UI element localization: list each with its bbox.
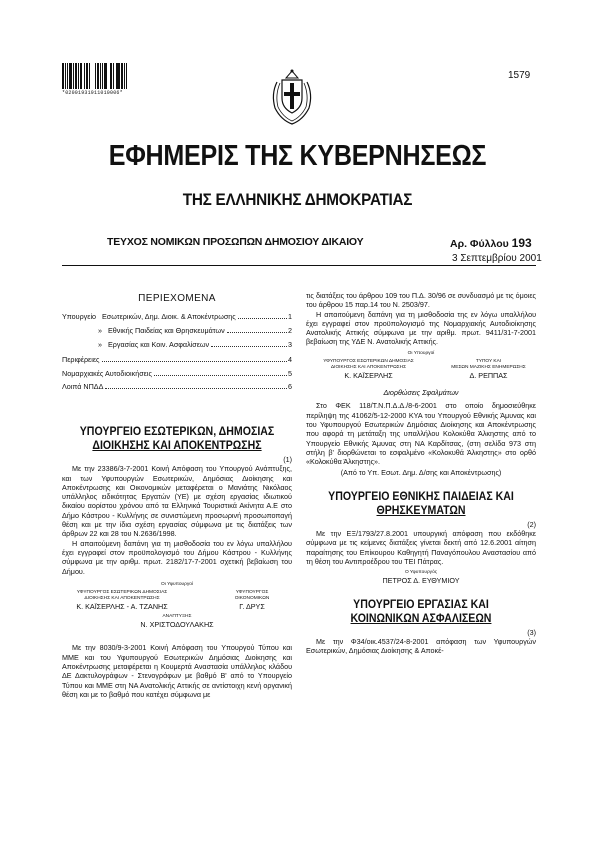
signature-role: ΔΙΟΙΚΗΣΗΣ ΚΑΙ ΑΠΟΚΕΝΤΡΩΣΗΣ	[84, 595, 160, 601]
signature-block	[306, 359, 431, 380]
toc-page: 3	[288, 340, 292, 349]
corrections-title: Διορθώσεις Σφαλμάτων	[383, 388, 459, 398]
toc-page: 5	[288, 369, 292, 378]
signature-role: ΥΦΥΠΟΥΡΓΟΣ ΕΣΩΤΕΡΙΚΩΝ ΔΗΜΟΣΙΑΣ	[76, 589, 168, 595]
toc-label: Λοιπά ΝΠΔΔ	[62, 382, 104, 391]
paragraph: Στο ΦΕΚ 118/Τ.Ν.Π.Δ.Δ./8-6-2001 στο οποίο δημοσιεύθηκε περίληψη της 41062/5-12-2000 ΚΥΑ του Υπουργού Εθνικής Άμυνας και του Υφυπουργού Εσωτερικών Δημόσιας Διοίκησης και Αποκέντρωσης που αφορά τη μετάταξη της υπαλλήλου Κολοκύθα Άλκηστης από το Υπουργείο Εθνικής Άμυνας στη ΝΑ Καρδίτσας, (στη σελίδα 973 στη στήλη β' διορθώνεται το εσφαλμένο «Κολοκυθά Άλκηστης» στο ορθό «Κολοκύθα Άλκηστης».	[306, 401, 536, 467]
right-column	[306, 291, 536, 655]
paragraph: Η απαιτούμενη δαπάνη για τη μισθοδοσία του εν λόγω υπαλλήλου έχει εγγραφεί στον προϋπολογισμό του Δήμου Κάστρου - Κυλλήνης σύμφωνα με την αριθμ. πρωτ. 2182/17-7-2001 σχετική βεβαίωση του Δήμου.	[62, 538, 292, 576]
toc-page: 4	[288, 355, 292, 364]
paragraph: Η απαιτούμενη δαπάνη για τη μισθοδοσία της εν λόγω υπαλλήλου έχει εγγραφεί στον προϋπολογισμό της Νομαρχιακής Αυτοδιοίκησης Ανατολικής Αττικής σύμφωνα με την αριθμ. πρωτ. 9411/31-7-2001 βεβαίωση της ΥΔΕ Ν. Ανατολικής Αττικής.	[306, 309, 536, 347]
section-heading-line: ΘΡΗΣΚΕΥΜΑΤΩΝ	[376, 504, 466, 517]
coat-of-arms-icon	[269, 68, 315, 126]
signature-block	[212, 590, 292, 611]
signature-role: ΟΙΚΟΝΟΜΙΚΩΝ	[234, 595, 270, 601]
signature-header: Ο Υφυπουργός	[404, 570, 438, 576]
signature-name: Ν. ΧΡΙΣΤΟΔΟΥΛΑΚΗΣ	[140, 620, 214, 630]
issue-date: 3 Σεπτεμβρίου 2001	[452, 253, 542, 264]
header-rule	[62, 265, 536, 266]
signature-name: ΠΕΤΡΟΣ Δ. ΕΥΘΥΜΙΟΥ	[382, 576, 460, 586]
toc-page: 1	[288, 312, 292, 321]
section-heading-line: ΥΠΟΥΡΓΕΙΟ ΕΡΓΑΣΙΑΣ ΚΑΙ	[353, 598, 489, 611]
signature-role: ΜΕΣΩΝ ΜΑΖΙΚΗΣ ΕΝΗΜΕΡΩΣΗΣ	[451, 364, 526, 370]
toc-row	[62, 369, 292, 378]
left-column	[62, 425, 292, 699]
paragraph: τις διατάξεις του άρθρου 109 του Π.Δ. 30/96 σε συνδυασμό με τις όμοιες του άρθρου 15 παρ.14 του Ν. 2503/97.	[306, 291, 536, 310]
toc-prefix: »	[98, 326, 102, 335]
toc-row	[62, 355, 292, 364]
toc-page: 2	[288, 326, 292, 335]
toc-label: Περιφέρειες	[62, 355, 100, 364]
signature-role: ΥΦΥΠΟΥΡΓΟΣ ΕΣΩΤΕΡΙΚΩΝ ΔΗΜΟΣΙΑΣ	[323, 358, 414, 364]
section-heading-line: ΥΠΟΥΡΓΕΙΟ ΕΘΝΙΚΗΣ ΠΑΙΔΕΙΑΣ ΚΑΙ	[328, 490, 514, 503]
signature-role: ΔΙΟΙΚΗΣΗΣ ΚΑΙ ΑΠΟΚΕΝΤΡΩΣΗΣ	[330, 364, 407, 370]
toc-label: Εσωτερικών, Δημ. Διοικ. & Αποκέντρωσης	[102, 312, 236, 321]
toc-prefix: »	[98, 340, 102, 349]
signature-header: Οι Υπουργοί	[407, 350, 435, 356]
toc-title: ΠΕΡΙΕΧΟΜΕΝΑ	[138, 293, 216, 304]
signature-block	[62, 590, 182, 611]
toc-page: 6	[288, 382, 292, 391]
barcode-number: *02001931911010006*	[62, 90, 123, 96]
corrections-source: (Από το Υπ. Εσωτ. Δημ. Δ/σης και Αποκέντρωσης)	[340, 468, 502, 478]
signature-name: Δ. ΡΕΠΠΑΣ	[469, 370, 508, 380]
toc-label: Εθνικής Παιδείας και Θρησκευμάτων	[108, 326, 225, 335]
signature-row	[62, 590, 292, 611]
sheet-label: Αρ. Φύλλου	[450, 238, 509, 250]
section-heading-line: ΔΙΟΙΚΗΣΗΣ ΚΑΙ ΑΠΟΚΕΝΤΡΩΣΗΣ	[92, 440, 262, 452]
toc-label: Εργασίας και Κοιν. Ασφαλίσεων	[108, 340, 210, 349]
signature-role: ΑΝΑΠΤΥΞΗΣ	[162, 614, 192, 620]
signature-name: Κ. ΚΑΪΣΕΡΛΗΣ	[344, 370, 393, 380]
toc-row	[62, 382, 292, 391]
paragraph: Με την ΕΞ/1793/27.8.2001 υπουργική απόφαση που εκδόθηκε σύμφωνα με τις κείμενες διατάξεις γίνεται δεκτή από 12.6.2001 αίτηση παραίτησης του Επίκουρου Καθηγητή Παναγόπουλου Αναστασίου από τη θέση του Αντιπροέδρου του ΤΕΙ Πάτρας.	[306, 529, 536, 566]
section-heading-education	[315, 490, 527, 518]
issue-series: ΤΕΥΧΟΣ ΝΟΜΙΚΩΝ ΠΡΟΣΩΠΩΝ ΔΗΜΟΣΙΟΥ ΔΙΚΑΙΟΥ	[107, 236, 364, 248]
sheet-number: 193	[511, 236, 532, 250]
section-heading-interior	[71, 425, 283, 453]
signature-block	[441, 359, 536, 380]
item-number: (3)	[527, 627, 536, 637]
section-heading-line: ΥΠΟΥΡΓΕΙΟ ΕΣΩΤΕΡΙΚΩΝ, ΔΗΜΟΣΙΑΣ	[79, 426, 275, 438]
toc-row	[62, 312, 292, 321]
signature-role: ΤΥΠΟΥ ΚΑΙ	[475, 358, 502, 364]
paragraph: Με την Φ34/οικ.4537/24-8-2001 απόφαση των Υφυπουργών Εσωτερικών, Δημόσιας Διοίκησης & Αποκέ-	[306, 636, 536, 656]
section-heading-labour	[315, 598, 527, 626]
toc-leader	[211, 340, 287, 347]
signature-role: ΥΦΥΠΟΥΡΓΟΣ	[235, 589, 269, 595]
item-number: (1)	[283, 455, 292, 464]
toc-leader	[227, 326, 287, 333]
toc-leader	[102, 355, 287, 362]
paragraph: Με την 8030/9-3-2001 Κοινή Απόφαση του Υπουργού Τύπου και ΜΜΕ και του Υφυπουργού Εσωτερικών Δημόσιας Διοίκησης και Αποκέντρωσης μεταφέρεται η Κουμερτά Αναστασία υπάλληλος κλάδου ΔΕ Δακτυλογράφων - Στενογράφων με βαθμό Β' από το Υπουργείο Τύπου και ΜΜΕ στη ΝΑ Ανατολικής Αττικής σε αντίστοιχη κενή οργανική θέση και με το βαθμό που κατέχει σύμφωνα με	[62, 643, 292, 699]
toc-leader	[154, 369, 287, 376]
toc-row	[62, 340, 292, 349]
item-number: (2)	[527, 519, 536, 529]
signature-name: Κ. ΚΑΪΣΕΡΛΗΣ - Α. ΤΖΑΝΗΣ	[76, 601, 168, 611]
barcode	[62, 63, 154, 89]
toc-label: Νομαρχιακές Αυτοδιοικήσεις	[62, 369, 152, 378]
gazette-title: ΕΦΗΜΕΡΙΣ ΤΗΣ ΚΥΒΕΡΝΗΣΕΩΣ	[108, 140, 487, 172]
toc-leader	[105, 382, 287, 389]
signature-name: Γ. ΔΡΥΣ	[239, 601, 265, 611]
signature-header: Οι Υφυπουργοί	[161, 581, 193, 587]
gazette-subtitle: ΤΗΣ ΕΛΛΗΝΙΚΗΣ ΔΗΜΟΚΡΑΤΙΑΣ	[182, 190, 413, 209]
page-number: 1579	[508, 70, 531, 81]
toc-prefix: Υπουργείο	[62, 312, 97, 321]
sheet-number-block	[450, 236, 532, 250]
toc-row	[62, 326, 292, 335]
toc-leader	[238, 312, 287, 319]
signature-row	[306, 359, 536, 380]
paragraph: Με την 23386/3-7-2001 Κοινή Απόφαση του Υπουργού Ανάπτυξης, και των Υφυπουργών Εσωτερικών, Δημόσιας Διοίκησης και Αποκέντρωσης και Οικονομικών μεταφέρεται ο Μανιάτης Νικόλαος υπάλληλος ειδικότητας Εργατών (ΥΕ) με σχέση εργασίας ιδιωτικού δικαίου αορίστου χρόνου από τα Ελληνικά Τουριστικά Ακίνητα Α.Ε στο Δήμο Κάστρου - Κυλλήνης σε συνιστώμενη προσωρινή προσωποπαγή θέση και με την ίδια σχέση εργασίας σύμφωνα με τις διατάξεις των άρθρων 22 και 28 του Ν.2636/1998.	[62, 464, 292, 539]
section-heading-line: ΚΟΙΝΩΝΙΚΩΝ ΑΣΦΑΛΙΣΕΩΝ	[350, 612, 492, 625]
